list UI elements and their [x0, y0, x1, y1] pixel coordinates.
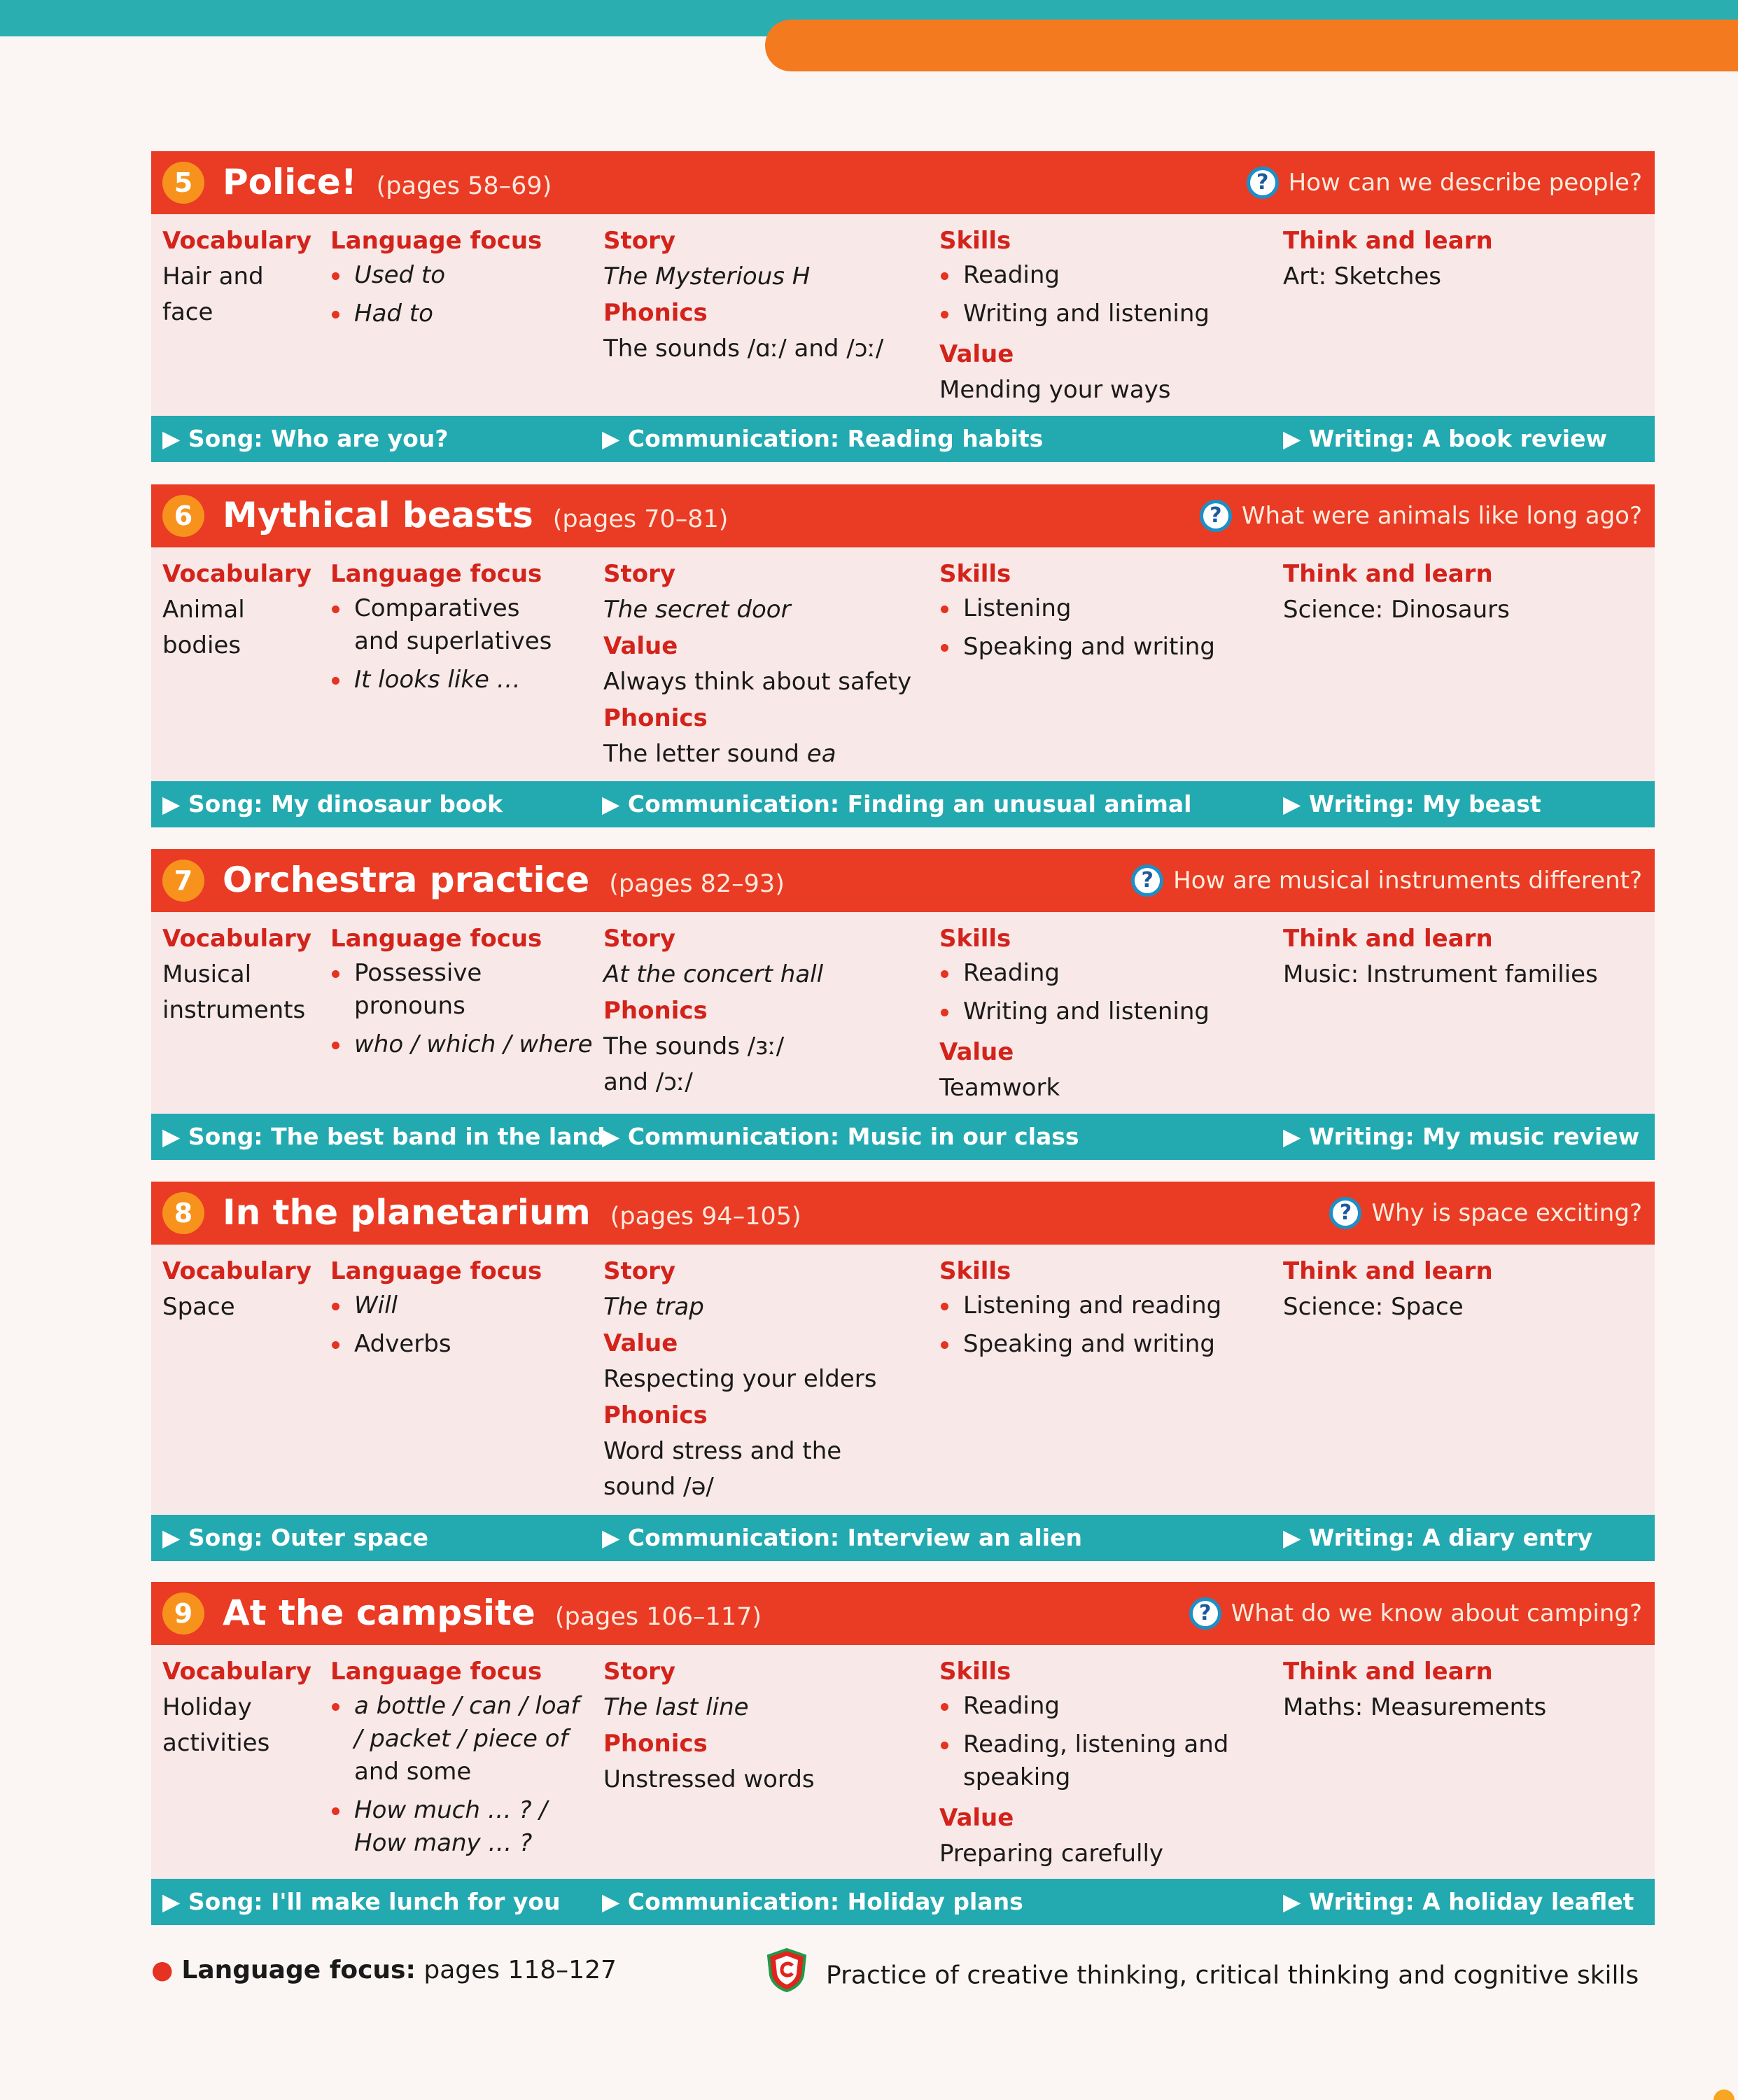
song-link[interactable]: ▶ Song: I'll make lunch for you: [162, 1888, 561, 1915]
question-icon: ?: [1329, 1197, 1361, 1229]
skills-heading: Skills: [939, 1658, 1011, 1686]
corner-decoration: [1714, 2090, 1735, 2100]
big-question-text: How are musical instruments different?: [1173, 867, 1642, 895]
unit-header: [151, 484, 1655, 547]
vocabulary-heading: Vocabulary: [162, 925, 311, 953]
vocabulary-text: Hair and: [162, 262, 264, 290]
song-link[interactable]: ▶ Song: Who are you?: [162, 425, 449, 452]
language-focus-note-label: Language focus:: [181, 1956, 416, 1984]
practice-note: [766, 1947, 1639, 2005]
phonics-text: The sounds /ɑː/ and /ɔː/: [603, 335, 884, 363]
story-heading: Story: [603, 1257, 676, 1285]
think-learn-column: [1283, 920, 1647, 993]
think-learn-heading: Think and learn: [1283, 560, 1493, 588]
skills-heading: Skills: [939, 1257, 1011, 1285]
story-text: The trap: [603, 1293, 704, 1321]
think-learn-heading: Think and learn: [1283, 1257, 1493, 1285]
think-learn-heading: Think and learn: [1283, 227, 1493, 255]
unit-title: [223, 1191, 801, 1238]
vocabulary-heading: Vocabulary: [162, 227, 311, 255]
unit-body: [151, 547, 1655, 781]
unit-pages: (pages 58–69): [376, 172, 552, 200]
skills-item: Listening: [939, 592, 1282, 625]
big-question: [1189, 1597, 1642, 1630]
unit-number: 6: [162, 495, 204, 537]
phonics-heading: Phonics: [603, 299, 708, 327]
phonics-heading: Phonics: [603, 704, 708, 732]
unit-9: [151, 1582, 1655, 1925]
language-focus-item: How many … ?: [354, 1829, 533, 1857]
value-heading: Value: [939, 340, 1014, 368]
skills-heading: Skills: [939, 925, 1011, 953]
think-learn-column: [1283, 556, 1647, 628]
unit-pages: (pages 70–81): [552, 505, 729, 533]
language-focus-heading: Language focus: [330, 1658, 542, 1686]
story-column: [603, 556, 932, 772]
skills-item: Reading: [939, 957, 1282, 990]
phonics-text: The sounds /ɜː/: [603, 1032, 785, 1060]
vocabulary-text: activities: [162, 1729, 270, 1757]
communication-link[interactable]: ▶ Communication: Music in our class: [602, 1123, 1079, 1150]
think-learn-column: [1283, 1653, 1647, 1726]
think-learn-heading: Think and learn: [1283, 925, 1493, 953]
unit-body: [151, 214, 1655, 416]
skills-item: Writing and listening: [939, 995, 1282, 1028]
unit-footer-bar: [151, 1515, 1655, 1561]
think-learn-text: Art: Sketches: [1283, 262, 1442, 290]
vocabulary-heading: Vocabulary: [162, 1658, 311, 1686]
unit-header: [151, 849, 1655, 912]
question-icon: ?: [1247, 167, 1279, 199]
phonics-heading: Phonics: [603, 1401, 708, 1429]
vocabulary-column: [162, 1253, 323, 1325]
language-focus-item: Used to: [330, 259, 652, 292]
big-question: [1200, 500, 1642, 532]
story-heading: Story: [603, 925, 676, 953]
phonics-heading: Phonics: [603, 997, 708, 1025]
phonics-heading: Phonics: [603, 1730, 708, 1758]
unit-5: [151, 151, 1655, 462]
unit-pages: (pages 82–93): [609, 870, 785, 898]
phonics-text: sound /ə/: [603, 1473, 714, 1501]
story-column: [603, 1653, 932, 1798]
think-learn-heading: Think and learn: [1283, 1658, 1493, 1686]
unit-body: [151, 1245, 1655, 1515]
big-question: [1131, 864, 1642, 897]
value-heading: Value: [939, 1804, 1014, 1832]
bullet-icon: ●: [151, 1956, 174, 1984]
vocabulary-column: [162, 1653, 323, 1761]
phonics-text: Word stress and the: [603, 1437, 842, 1465]
value-heading: Value: [603, 1329, 678, 1357]
language-focus-item: Possessive pronouns: [330, 957, 512, 1023]
value-text: Teamwork: [939, 1074, 1060, 1102]
skills-item: Speaking and writing: [939, 631, 1282, 664]
communication-link[interactable]: ▶ Communication: Holiday plans: [602, 1888, 1023, 1915]
think-learn-column: [1283, 223, 1647, 295]
think-learn-text: Music: Instrument families: [1283, 960, 1598, 988]
unit-header: [151, 1582, 1655, 1645]
language-focus-heading: Language focus: [330, 227, 542, 255]
story-text: The secret door: [603, 596, 791, 624]
story-heading: Story: [603, 227, 676, 255]
language-focus-item: Adverbs: [330, 1328, 652, 1361]
language-focus-item: Will: [330, 1289, 652, 1322]
question-icon: ?: [1200, 500, 1232, 532]
unit-number: 9: [162, 1592, 204, 1634]
writing-link[interactable]: ▶ Writing: A diary entry: [1283, 1524, 1593, 1551]
unit-footer-bar: [151, 1879, 1655, 1925]
song-link[interactable]: ▶ Song: Outer space: [162, 1524, 429, 1551]
writing-link[interactable]: ▶ Writing: My music review: [1283, 1123, 1640, 1150]
unit-title-text: Police!: [223, 162, 357, 202]
language-focus-item: How much … ? /: [330, 1794, 652, 1827]
writing-link[interactable]: ▶ Writing: A holiday leaflet: [1283, 1888, 1634, 1915]
communication-link[interactable]: ▶ Communication: Finding an unusual animal: [602, 790, 1192, 818]
unit-title: [223, 494, 728, 540]
value-text: Respecting your elders: [603, 1365, 877, 1393]
value-heading: Value: [603, 632, 678, 660]
practice-note-text: Practice of creative thinking, critical thinking and cognitive skills: [826, 1961, 1639, 1990]
unit-title-text: Orchestra practice: [223, 860, 590, 900]
language-focus-note: [151, 1953, 617, 1988]
unit-title-text: Mythical beasts: [223, 495, 533, 536]
vocabulary-text: Holiday: [162, 1693, 252, 1721]
unit-title: [223, 1592, 762, 1638]
unit-7: [151, 849, 1655, 1160]
skills-column: [939, 1653, 1282, 1872]
unit-number: 7: [162, 860, 204, 902]
story-heading: Story: [603, 1658, 676, 1686]
language-focus-item: Had to: [330, 298, 652, 330]
unit-body: [151, 912, 1655, 1114]
vocabulary-column: [162, 223, 323, 330]
story-text: At the concert hall: [603, 960, 824, 988]
skills-heading: Skills: [939, 227, 1011, 255]
skills-column: [939, 1253, 1282, 1366]
value-heading: Value: [939, 1038, 1014, 1066]
vocabulary-column: [162, 920, 323, 1028]
skills-column: [939, 920, 1282, 1106]
skills-item: Listening and reading: [939, 1289, 1282, 1322]
big-question: [1329, 1197, 1642, 1229]
unit-footer-bar: [151, 1114, 1655, 1160]
unit-pages: (pages 94–105): [610, 1203, 801, 1231]
communication-link[interactable]: ▶ Communication: Interview an alien: [602, 1524, 1082, 1551]
story-column: [603, 1253, 932, 1505]
unit-8: [151, 1182, 1655, 1561]
language-focus-heading: Language focus: [330, 1257, 542, 1285]
language-focus-heading: Language focus: [330, 560, 542, 588]
phonics-text: Unstressed words: [603, 1765, 815, 1793]
value-text: Mending your ways: [939, 376, 1171, 404]
phonics-text: [603, 736, 932, 772]
writing-link[interactable]: ▶ Writing: My beast: [1283, 790, 1541, 818]
big-question-text: How can we describe people?: [1288, 169, 1642, 197]
think-learn-text: Science: Dinosaurs: [1283, 596, 1510, 624]
communication-link[interactable]: ▶ Communication: Reading habits: [602, 425, 1044, 452]
big-question-text: What were animals like long ago?: [1241, 502, 1642, 530]
skills-item: Writing and listening: [939, 298, 1282, 330]
think-learn-text: Science: Space: [1283, 1293, 1464, 1321]
unit-title-text: At the campsite: [223, 1592, 535, 1633]
song-link[interactable]: ▶ Song: My dinosaur book: [162, 790, 503, 818]
skills-column: [939, 556, 1282, 669]
story-column: [603, 920, 932, 1100]
skills-item: Reading: [939, 1690, 1282, 1723]
story-text: The Mysterious H: [603, 262, 811, 290]
big-question: [1247, 167, 1642, 199]
vocabulary-text: instruments: [162, 996, 306, 1024]
unit-6: [151, 484, 1655, 827]
unit-title: [223, 859, 785, 905]
unit-footer-bar: [151, 416, 1655, 462]
vocabulary-text: face: [162, 298, 213, 326]
unit-title: [223, 161, 552, 207]
language-focus-item: a bottle / can / loaf / packet / piece of: [330, 1690, 582, 1756]
skills-column: [939, 223, 1282, 408]
vocabulary-text: Space: [162, 1293, 235, 1321]
language-focus-item: who / which / where: [330, 1028, 652, 1061]
language-focus-item: It looks like …: [330, 664, 652, 696]
unit-number: 8: [162, 1192, 204, 1234]
think-learn-column: [1283, 1253, 1647, 1325]
phonics-text-prefix: The letter sound: [603, 740, 807, 768]
shield-icon: [766, 1947, 808, 2005]
language-focus-note-pages: pages 118–127: [423, 1956, 617, 1984]
vocabulary-text: bodies: [162, 631, 241, 659]
language-focus-heading: Language focus: [330, 925, 542, 953]
unit-number: 5: [162, 162, 204, 204]
skills-item: Reading, listening and speaking: [939, 1728, 1233, 1794]
vocabulary-text: Animal: [162, 596, 245, 624]
top-orange-tab: [765, 20, 1738, 71]
writing-link[interactable]: ▶ Writing: A book review: [1283, 425, 1607, 452]
phonics-text: and /ɔː/: [603, 1068, 693, 1096]
vocabulary-column: [162, 556, 323, 664]
vocabulary-heading: Vocabulary: [162, 560, 311, 588]
vocabulary-text: Musical: [162, 960, 252, 988]
question-icon: ?: [1131, 864, 1163, 897]
vocabulary-heading: Vocabulary: [162, 1257, 311, 1285]
language-focus-item: Comparatives and superlatives: [330, 592, 568, 658]
unit-body: [151, 1645, 1655, 1879]
question-icon: ?: [1189, 1597, 1221, 1630]
phonics-text-italic: ea: [806, 740, 836, 768]
value-text: Preparing carefully: [939, 1840, 1164, 1868]
story-column: [603, 223, 932, 367]
unit-header: [151, 1182, 1655, 1245]
unit-title-text: In the planetarium: [223, 1192, 591, 1233]
song-link[interactable]: ▶ Song: The best band in the land: [162, 1123, 605, 1150]
big-question-text: What do we know about camping?: [1231, 1600, 1642, 1628]
language-focus-item: and some: [354, 1758, 472, 1786]
big-question-text: Why is space exciting?: [1371, 1199, 1642, 1227]
unit-pages: (pages 106–117): [554, 1603, 762, 1631]
skills-item: Speaking and writing: [939, 1328, 1282, 1361]
unit-footer-bar: [151, 781, 1655, 827]
skills-item: Reading: [939, 259, 1282, 292]
value-text: Always think about safety: [603, 668, 912, 696]
unit-header: [151, 151, 1655, 214]
story-heading: Story: [603, 560, 676, 588]
skills-heading: Skills: [939, 560, 1011, 588]
think-learn-text: Maths: Measurements: [1283, 1693, 1547, 1721]
story-text: The last line: [603, 1693, 749, 1721]
